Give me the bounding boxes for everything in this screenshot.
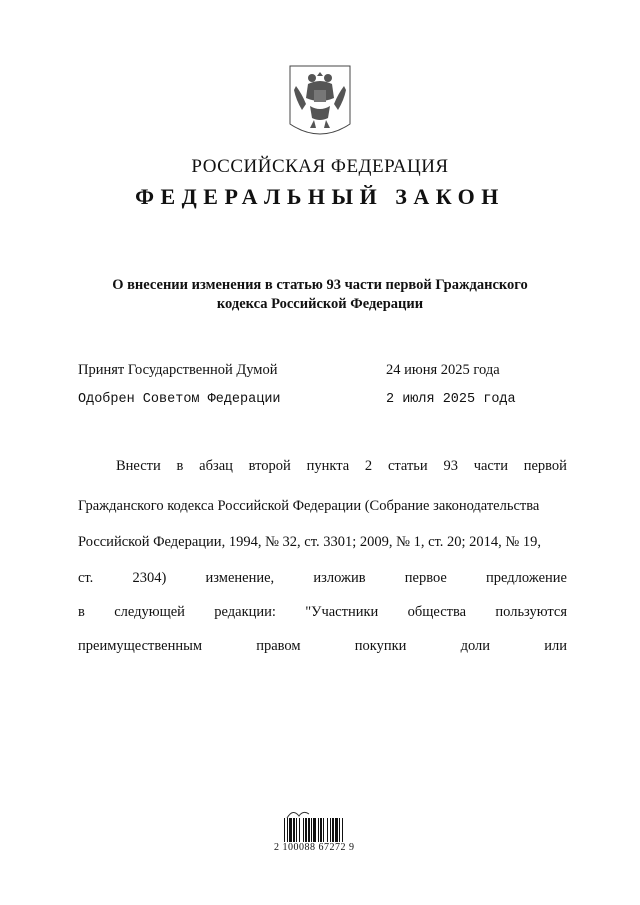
body-word: "Участники [305,604,379,620]
body-word: второй [248,458,291,474]
duma-label: Принят Государственной Думой [78,362,278,378]
body-word: доли [460,638,491,654]
body-word: первой [523,458,567,474]
body-line [78,638,567,655]
body-word: Внести [116,458,161,474]
body-word: Российской Федерации, 1994, № 32, ст. 3301; 2009, № 1, ст. 20; 2014, № 19, [78,534,541,550]
body-word: в [176,458,184,474]
document-type-heading: ФЕДЕРАЛЬНЫЙ ЗАКОН [135,184,505,209]
body-word: 2 [364,458,373,474]
duma-date: 24 июня 2025 года [386,362,500,378]
body-line [78,570,567,587]
body-word: первое [404,570,447,586]
body-word: 2304) [132,570,167,586]
body-word: следующей [114,604,185,620]
body-word: преимущественным [78,638,203,654]
body-word: изложив [313,570,366,586]
body-word: 93 [443,458,458,474]
council-label: Одобрен Советом Федерации [78,392,281,407]
body-word: правом [256,638,301,654]
body-line [78,534,567,551]
law-title-line: кодекса Российской Федерации [216,296,424,312]
body-word: части [473,458,508,474]
body-line [78,458,567,475]
body-word: абзац [199,458,233,474]
body-line [78,604,567,621]
body-word: Гражданского кодекса Российской Федерации (Собрание законодательства [78,498,540,514]
body-word: пользуются [495,604,567,620]
body-word: общества [407,604,467,620]
law-title [80,276,560,314]
council-date: 2 июля 2025 года [386,392,516,407]
body-word: покупки [354,638,407,654]
body-line [78,498,567,515]
body-word: изменение, [205,570,275,586]
body-word: статьи [387,458,428,474]
body-word: предложение [486,570,567,586]
barcode [283,818,363,842]
body-word: или [544,638,567,654]
law-title-line: О внесении изменения в статью 93 части первой Гражданского [112,277,528,293]
body-word: в [78,604,85,620]
coat-of-arms-icon [288,64,352,140]
body-word: ст. [78,570,94,586]
country-heading: РОССИЙСКАЯ ФЕДЕРАЦИЯ [191,156,449,177]
body-word: редакции: [214,604,276,620]
body-word: пункта [306,458,350,474]
barcode-number: 2 100088 67272 9 [274,842,355,853]
